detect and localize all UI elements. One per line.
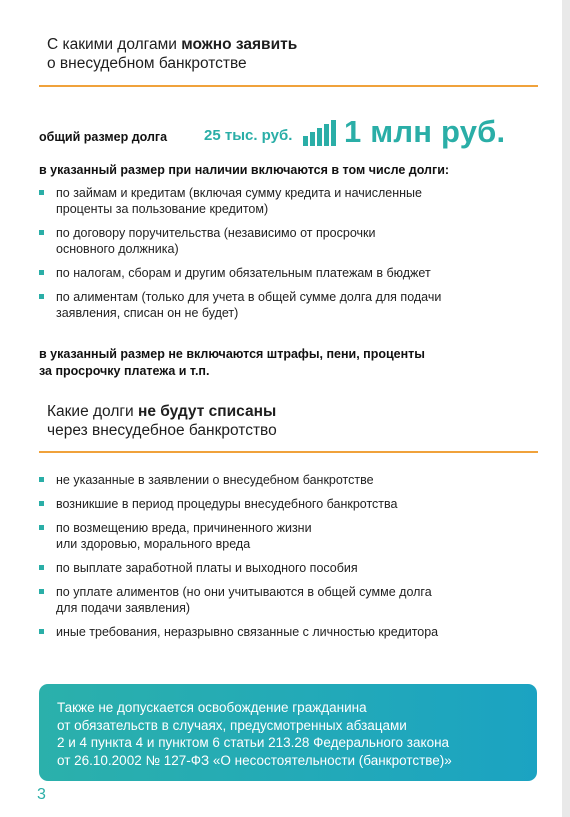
excluded-note: в указанный размер не включаются штрафы, пени, проценты за просрочку платежа и т.п. <box>39 347 425 378</box>
heading-text: Какие долги <box>47 403 139 420</box>
list-item: по налогам, сборам и другим обязательным платежам в бюджет <box>39 265 539 281</box>
list-item: не указанные в заявлении о внесудебном банкротстве <box>39 472 539 488</box>
debt-range-label: общий размер долга <box>39 130 168 144</box>
heading-line-2: о внесудебном банкротстве <box>47 55 247 72</box>
list-item: по выплате заработной платы и выходного пособия <box>39 560 539 576</box>
section-heading-not-written-off <box>47 402 277 440</box>
debt-range-row <box>39 116 519 150</box>
heading-line-2: через внесудебное банкротство <box>47 422 277 439</box>
orange-divider <box>39 85 538 87</box>
heading-bold-text: можно заявить <box>181 36 298 53</box>
list-item: возникшие в период процедуры внесудебного банкротства <box>39 496 539 512</box>
page-edge-shadow <box>562 0 570 817</box>
debt-max-value: 1 млн руб. <box>344 114 506 149</box>
legal-info-box: Также не допускается освобождение гражданина от обязательств в случаях, предусмотренных абзацами 2 и 4 пункта 4 и пунктом 6 статьи 213.28 Федерального закона от 26.10.2002 № 127-ФЗ «О несостоятельности (банкротстве)» <box>39 684 537 781</box>
included-note: в указанный размер при наличии включаются в том числе долги: <box>39 163 450 177</box>
heading-text: С какими долгами <box>47 36 182 53</box>
list-item: по займам и кредитам (включая сумму кредита и начисленные проценты за пользование кредитом) <box>39 185 539 217</box>
list-item: по возмещению вреда, причиненного жизни или здоровью, морального вреда <box>39 520 539 552</box>
section-heading-can-declare <box>47 35 297 73</box>
heading-bold-text: не будут списаны <box>138 403 277 420</box>
orange-divider <box>39 451 538 453</box>
list-item: по алиментам (только для учета в общей сумме долга для подачи заявления, списан он не будет) <box>39 289 539 321</box>
list-item: по договору поручительства (независимо от просрочки основного должника) <box>39 225 539 257</box>
growth-bars-icon <box>303 120 337 146</box>
page-number: 3 <box>37 786 46 803</box>
debt-min-value: 25 тыс. руб. <box>204 127 293 144</box>
not-written-off-list <box>39 472 539 648</box>
list-item: по уплате алиментов (но они учитываются в общей сумме долга для подачи заявления) <box>39 584 539 616</box>
list-item: иные требования, неразрывно связанные с личностью кредитора <box>39 624 539 640</box>
included-debts-list <box>39 185 539 329</box>
